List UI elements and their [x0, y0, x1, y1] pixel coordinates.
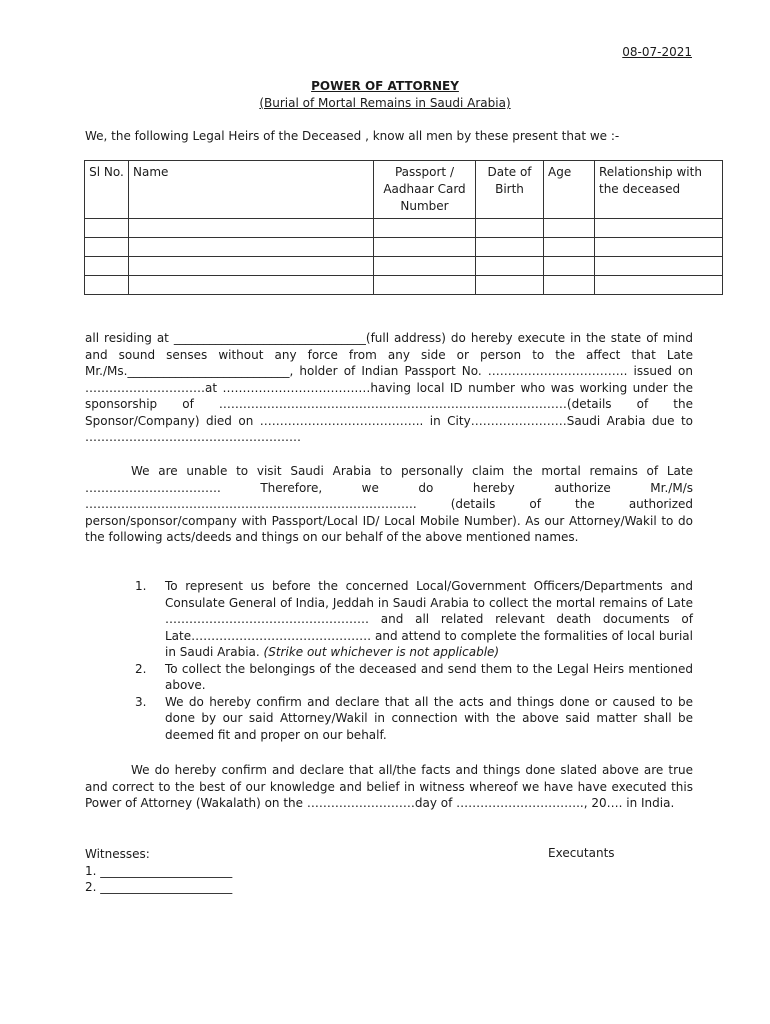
table-row — [85, 219, 723, 238]
table-cell[interactable] — [374, 219, 476, 238]
table-cell[interactable] — [374, 238, 476, 257]
document-date: 08-07-2021 — [622, 45, 692, 59]
table-cell[interactable] — [544, 238, 595, 257]
table-cell[interactable] — [595, 276, 723, 295]
executants-label: Executants — [548, 846, 615, 860]
table-cell[interactable] — [129, 219, 374, 238]
confirmation-paragraph: We do hereby confirm and declare that all/the facts and things done slated above are true and correct to the best of our knowledge and belief in witness whereof we have have executed this Power of Attorney (Wakalath) on the ………………………day of ………………………….., 20…. in India. — [85, 763, 693, 810]
strike-note: (Strike out whichever is not applicable) — [263, 645, 500, 659]
table-cell[interactable] — [595, 219, 723, 238]
residence-declaration-paragraph: all residing at ________________________________(full address) do hereby execute in the state of mind and sound senses without any force from any side or person to the affect that Late Mr./Ms.___________________________, holder of Indian Passport No. …………………………….. issued on …………………………at …………………………….…having local ID number who was working under the sponsorship of ……………………………………………………………………………(details of the Sponsor/Company) died on ………………………………….. in City……………………Saudi Arabia due to ……………………………………………… — [85, 331, 693, 444]
authorization-paragraph: We are unable to visit Saudi Arabia to personally claim the mortal remains of Late ……………………………. Therefore, we do hereby authorize Mr./M/s ……………………………………………………………………….. (details of the authorized person/sponsor/company with Passport/Local ID/ Local Mobile Number). As our Attorney/Wakil to do the following acts/deeds and things on our behalf of the above mentioned names. — [85, 464, 693, 544]
list-item-text: We do hereby confirm and declare that all the acts and things done or caused to be done by our said Attorney/Wakil in connection with the above said matter shall be deemed fit and proper on our behalf. — [165, 694, 693, 742]
table-row — [85, 257, 723, 276]
column-header-sl-no: Sl No. — [85, 161, 129, 219]
legal-heirs-table — [84, 160, 723, 295]
list-item-number: 2. — [135, 661, 147, 676]
list-item — [135, 694, 693, 744]
witnesses-label: Witnesses: — [85, 847, 150, 861]
list-item — [135, 578, 693, 661]
table-cell[interactable] — [476, 257, 544, 276]
column-header-dob: Date of Birth — [476, 161, 544, 219]
table-cell[interactable] — [374, 257, 476, 276]
table-cell[interactable] — [129, 276, 374, 295]
witness-1-line[interactable]: 1. ______________________ — [85, 863, 233, 878]
table-row — [85, 238, 723, 257]
witnesses-block — [85, 846, 232, 896]
table-cell[interactable] — [85, 219, 129, 238]
table-cell[interactable] — [85, 238, 129, 257]
table-header-row — [85, 161, 723, 219]
table-cell[interactable] — [129, 238, 374, 257]
table-cell[interactable] — [544, 219, 595, 238]
list-item — [135, 661, 693, 694]
table-cell[interactable] — [374, 276, 476, 295]
list-item-number: 3. — [135, 694, 147, 709]
table-row — [85, 276, 723, 295]
table-cell[interactable] — [85, 276, 129, 295]
column-header-age: Age — [544, 161, 595, 219]
table-cell[interactable] — [544, 276, 595, 295]
column-header-name: Name — [129, 161, 374, 219]
column-header-passport: Passport / Aadhaar Card Number — [374, 161, 476, 219]
column-header-relationship: Relationship with the deceased — [595, 161, 723, 219]
table-cell[interactable] — [476, 238, 544, 257]
list-item-text: To represent us before the concerned Local/Government Officers/Departments and Consulate General of India, Jeddah in Saudi Arabia to collect the mortal remains of Late …………………………………………… and all related relevant death documents of Late……………………………………… and attend to complete the formalities of local burial in Saudi Arabia. — [165, 579, 693, 659]
document-subtitle: (Burial of Mortal Remains in Saudi Arabia) — [259, 96, 511, 110]
table-cell[interactable] — [85, 257, 129, 276]
intro-statement: We, the following Legal Heirs of the Deceased , know all men by these present that we :- — [85, 129, 620, 143]
table-cell[interactable] — [544, 257, 595, 276]
table-cell[interactable] — [595, 257, 723, 276]
witness-2-line[interactable]: 2. ______________________ — [85, 880, 233, 894]
acts-list — [135, 578, 693, 743]
list-item-number: 1. — [135, 579, 147, 593]
table-cell[interactable] — [476, 276, 544, 295]
table-cell[interactable] — [129, 257, 374, 276]
table-cell[interactable] — [476, 219, 544, 238]
table-cell[interactable] — [595, 238, 723, 257]
document-title: POWER OF ATTORNEY — [311, 79, 459, 93]
list-item-text: To collect the belongings of the deceased and send them to the Legal Heirs mentioned above. — [165, 661, 693, 692]
